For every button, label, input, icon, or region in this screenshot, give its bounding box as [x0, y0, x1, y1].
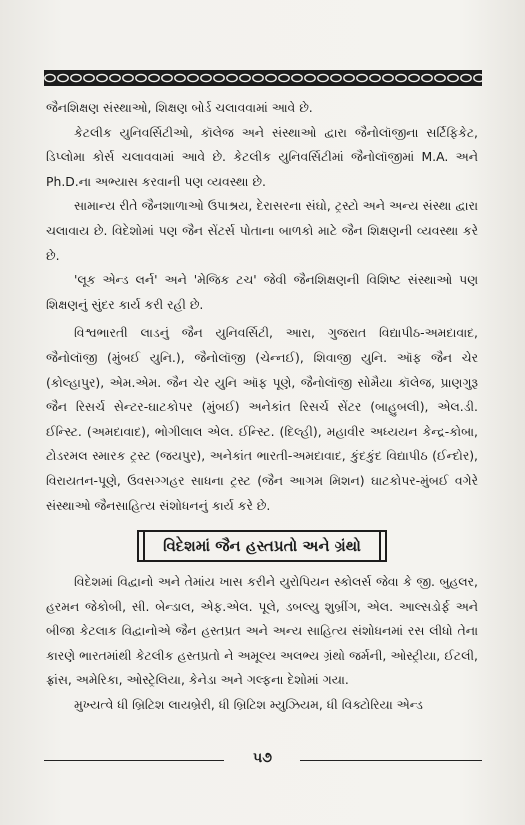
ornamental-header-border	[44, 70, 482, 86]
paragraph: સામાન્ય રીતે જૈનશાળાઓ ઉપાશ્રય, દેરાસરના સંઘો, ટ્રસ્ટો અને અન્ય સંસ્થા દ્વારા ચલાવાય છે. વિદેશોમાં પણ જૈન સેંટર્સ પોતાના બાળકો માટે જૈન શિક્ષણની વ્યવસ્થા કરે છે.	[46, 198, 478, 263]
page-body	[46, 96, 478, 718]
paragraph: વિશ્વભારતી લાડનું જૈન યુનિવર્સિટી, આરા, ગુજરાત વિદ્યાપીઠ-અમદાવાદ, જૈનોલૉજી (મુંબઈ યુનિ.), જૈનોલૉજી (ચેન્નઈ), શિવાજી યુનિ. ઑફ જૈન ચેર (કોલ્હાપુર), એમ.એમ. જૈન ચેર યુનિ ઑફ પૂણે, જૈનોલૉજી સોમૈયા કૉલેજ, પ્રાણગુરૂ જૈન રિસર્ચ સેન્ટર-ઘાટકોપર (મુંબઈ) અનેકાંત રિસર્ચ સેંટર (બાહુબલી), એલ.ડી. ઈન્સ્ટિ. (અમદાવાદ), ભોગીલાલ એલ. ઈન્સ્ટિ. (દિલ્હી), મહાવીર અધ્યયન કેન્દ્ર-કોબા, ટોડરમલ સ્મારક ટ્રસ્ટ (જયપુર), અનેકાંત ભારતી-અમદાવાદ, કુંદકુંદ વિદ્યાપીઠ (ઈન્દોર), વિરાયતન-પૂણે, ઉવસગ્ગહર સાધના ટ્રસ્ટ (જૈન આગમ મિશન) ઘાટકોપર-મુંબઈ વગેરે સંસ્થાઓ જૈનસાહિત્ય સંશોધનનું કાર્ય કરે છે.	[46, 325, 478, 513]
paragraph: વિદેશમાં વિદ્વાનો અને તેમાંય ખાસ કરીને યુરોપિયન સ્કોલર્સ જેવા કે જી. બુહલર, હરમન જેકોબી, સી. બેન્ડાલ, એફ.એલ. પૂલે, ડબલ્યુ શુબ્રીંગ, એલ. આલ્સડોર્ફ અને બીજા કેટલાક વિદ્વાનોએ જૈન હસ્તપ્રત અને અન્ય સાહિત્ય સંશોધનમાં રસ લીધો તેના કારણે ભારતમાંથી કેટલીક હસ્તપ્રતો ને અમૂલ્ય અલભ્ય ગ્રંથો જર્મની, ઓસ્ટ્રીયા, ઈટલી, ફ્રાંસ, અમેરિકા, ઓસ્ટ્રેલિયા, કેનેડા અને ગલ્ફના દેશોમાં ગયા.	[46, 574, 478, 688]
paragraph: કેટલીક યુનિવર્સિટીઓ, કૉલેજ અને સંસ્થાઓ દ્વારા જૈનોલૉજીના સર્ટિફિકેટ, ડિપ્લોમા કોર્સ ચલાવવામાં આવે છે. કેટલીક યુનિવર્સિટીમાં જૈનોલૉજીમાં M.A. અને Ph.D.ના અભ્યાસ કરવાની પણ વ્યવસ્થા છે.	[46, 124, 478, 189]
paragraph: 'લૂક એન્ડ લર્ન' અને 'મેજિક ટચ' જેવી જૈનશિક્ષણની વિશિષ્ટ સંસ્થાઓ પણ શિક્ષણનું સુંદર કાર્ય કરી રહી છે.	[46, 272, 478, 312]
page-number: ૫૭	[253, 750, 272, 766]
section-heading: વિદેશમાં જૈન હસ્તપ્રતો અને ગ્રંથો	[143, 530, 381, 562]
section-heading-wrap	[46, 530, 478, 562]
paragraph: મુખ્યત્વે ધી બ્રિટિશ લાયબ્રેરી, ધી બ્રિટિશ મ્યુઝિયમ, ધી વિક્ટોરિયા એન્ડ	[74, 697, 423, 713]
paragraph: જૈનશિક્ષણ સંસ્થાઓ, શિક્ષણ બોર્ડ ચલાવવામાં આવે છે.	[46, 100, 313, 115]
